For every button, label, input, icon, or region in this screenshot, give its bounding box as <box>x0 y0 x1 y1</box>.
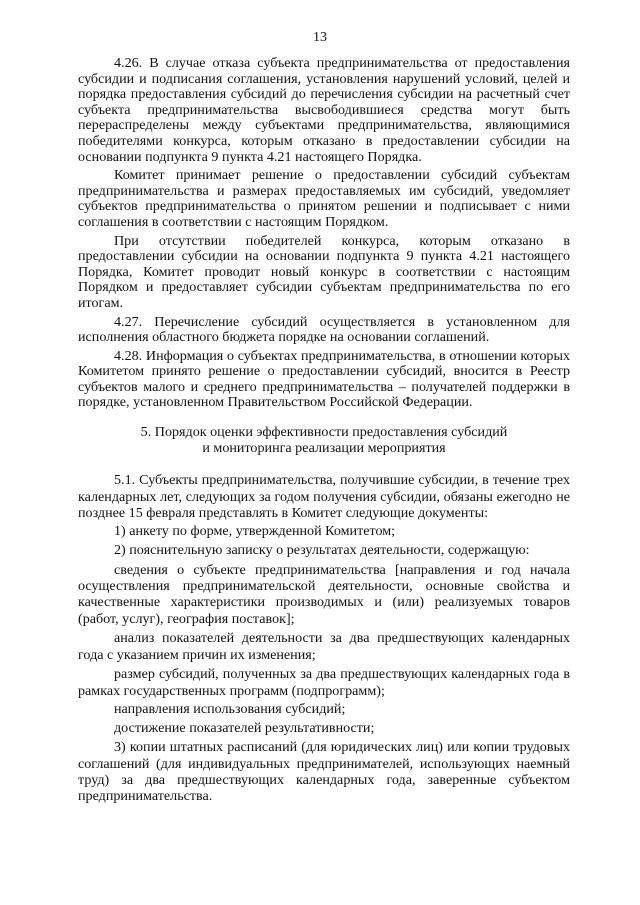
page-number: 13 <box>313 30 327 45</box>
paragraph-4-27: 4.27. Перечисление субсидий осуществляется в установленном для исполнения областного бюджета порядке на основании соглашений. <box>78 313 570 346</box>
list-item-staff-schedules: 3) копии штатных расписаний (для юридических лиц) или копии трудовых соглашений (для индивидуальных предпринимателей, использующих наемный труд) за два предшествующих календарных года, заверенные субъектом предпринимательства. <box>78 739 570 805</box>
paragraph-4-26: 4.26. В случае отказа субъекта предпринимательства от предоставления субсидии и подписания соглашения, установления нарушений условий, целей и порядка предоставления субсидий до перечисления субсидии на расчетный счет субъекта предпринимательства высвободившиеся средства могут быть перераспределены между субъектами предпринимательства, являющимися победителями конкурса, которым отказано в предоставлении субсидии на основании подпункта 9 пункта 4.21 настоящего Порядка. <box>78 55 570 165</box>
list-item-performance-analysis: анализ показателей деятельности за два предшествующих календарных года с указанием причин их изменения; <box>78 630 570 663</box>
section-heading-line-2: и мониторинга реализации мероприятия <box>202 439 446 456</box>
list-item-performance-indicators: достижение показателей результативности; <box>114 719 375 736</box>
list-item-questionnaire: 1) анкету по форме, утвержденной Комитетом; <box>114 523 396 540</box>
paragraph-5-1: 5.1. Субъекты предпринимательства, получившие субсидии, в течение трех календарных лет, следующих за годом получения субсидии, обязаны ежегодно не позднее 15 февраля представлять в Комитет следующие документы: <box>78 472 570 522</box>
list-item-subsidy-amount: размер субсидий, полученных за два предшествующих календарных года в рамках государственных программ (подпрограмм); <box>78 666 570 699</box>
document-body <box>78 56 570 808</box>
paragraph-no-winners: При отсутствии победителей конкурса, которым отказано в предоставлении субсидии на основании подпункта 9 пункта 4.21 настоящего Порядка, Комитет проводит новый конкурс в соответствии с настоящим Порядком и предоставляет субсидии субъектам предпринимательства по его итогам. <box>78 232 570 311</box>
list-item-subsidy-use: направления использования субсидий; <box>114 700 346 717</box>
section-heading <box>78 425 570 456</box>
list-item-explanatory-note: 2) пояснительную записку о результатах деятельности, содержащую: <box>114 542 530 559</box>
paragraph-4-28: 4.28. Информация о субъектах предпринимательства, в отношении которых Комитетом принято решение о предоставлении субсидий, вносится в Реестр субъектов малого и среднего предпринимательства – получателей поддержки в порядке, установленном Правительством Российской Федерации. <box>78 347 570 411</box>
list-item-entity-info: сведения о субъекте предпринимательства [направления и год начала осуществления предпринимательской деятельности, основные свойства и качественные характеристики производимых и (или) реализуемых товаров (работ, услуг), география поставок]; <box>78 561 570 627</box>
section-heading-line-1: 5. Порядок оценки эффективности предоставления субсидий <box>140 424 508 441</box>
paragraph-committee-decision: Комитет принимает решение о предоставлении субсидий субъектам предпринимательства и размерах предоставляемых им субсидий, уведомляет субъектов предпринимательства о принятом решении и подписывает с ними соглашения в соответствии с настоящим Порядком. <box>78 167 570 230</box>
